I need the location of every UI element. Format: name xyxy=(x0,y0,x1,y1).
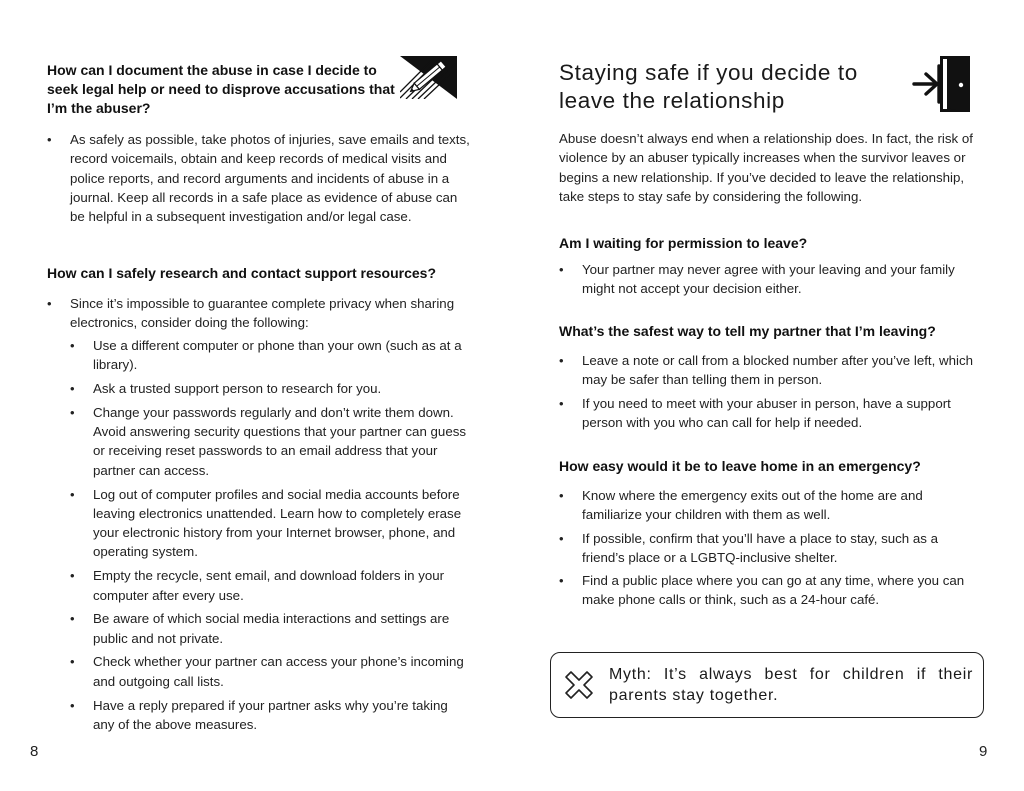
list-item: • Leave a note or call from a blocked number after you’ve left, which may be safer than telling them in person. xyxy=(582,351,982,390)
list-item: • Be aware of which social media interactions and settings are public and not private. xyxy=(93,609,471,648)
list-item: • If possible, confirm that you’ll have a place to stay, such as a friend’s place or a LGBTQ-inclusive shelter. xyxy=(582,529,982,568)
list-item: • Ask a trusted support person to research for you. xyxy=(93,379,471,398)
list-item: • If you need to meet with your abuser in person, have a support person with you who can call for help if needed. xyxy=(582,394,982,433)
right-page xyxy=(512,0,1024,791)
myth-callout xyxy=(550,652,984,718)
exit-door-icon xyxy=(912,52,976,116)
section-title: Staying safe if you decide to leave the relationship xyxy=(559,60,858,113)
question-permission: Am I waiting for permission to leave? xyxy=(559,235,808,251)
list-item: • Find a public place where you can go at any time, where you can make phone calls or think, such as a 24-hour café. xyxy=(582,571,982,610)
list-item: • Have a reply prepared if your partner asks why you’re taking any of the above measures. xyxy=(93,696,471,735)
list-item: • Log out of computer profiles and social media accounts before leaving electronics unattended. Learn how to completely erase your electronic history from your Internet browser, phone, and operating system. xyxy=(93,485,471,562)
question-emergency: How easy would it be to leave home in an emergency? xyxy=(559,458,921,474)
question-document-abuse: How can I document the abuse in case I decide to seek legal help or need to disprove accusations that I’m the abuser? xyxy=(47,62,395,116)
question-research-support: How can I safely research and contact support resources? xyxy=(47,265,437,281)
intro-paragraph: Abuse doesn’t always end when a relationship does. In fact, the risk of violence by an abuser typically increases when the survivor leaves or begins a new relationship. If you’ve decided to leave the relationship, take steps to stay safe by considering the following. xyxy=(559,131,973,204)
myth-text: Myth: It’s always best for children if their parents stay together. xyxy=(609,666,973,704)
bullet-list-research xyxy=(70,294,470,333)
bullet-list-emergency xyxy=(582,486,982,614)
question-tell-partner: What’s the safest way to tell my partner that I’m leaving? xyxy=(559,323,936,339)
list-item: • Since it’s impossible to guarantee complete privacy when sharing electronics, consider doing the following: xyxy=(70,294,470,333)
myth-x-icon xyxy=(563,669,595,701)
list-item: • Use a different computer or phone than your own (such as at a library). xyxy=(93,336,471,375)
bullet-list-permission xyxy=(582,260,982,299)
bullet-list-documentation xyxy=(70,130,470,226)
list-item: • Know where the emergency exits out of the home are and familiarize your children with them as well. xyxy=(582,486,982,525)
list-item: • Your partner may never agree with your leaving and your family might not accept your decision either. xyxy=(582,260,982,299)
list-item: • Change your passwords regularly and don’t write them down. Avoid answering security questions that your partner can guess or receiving reset passwords to an email address that your partner can access. xyxy=(93,403,471,480)
page-number: 9 xyxy=(979,743,988,760)
pencil-writing-icon xyxy=(398,54,458,100)
bullet-list-tell-partner xyxy=(582,351,982,436)
list-item: • Check whether your partner can access your phone’s incoming and outgoing call lists. xyxy=(93,652,471,691)
sub-bullet-list-privacy xyxy=(93,336,471,739)
list-item: • As safely as possible, take photos of injuries, save emails and texts, record voicemails, obtain and keep records of medical visits and police reports, and record arguments and incidents of abuse in a journal. Keep all records in a safe place as evidence of abuse can be helpful in a subsequent investigation and/or legal case. xyxy=(70,130,470,226)
list-item: • Empty the recycle, sent email, and download folders in your computer after every use. xyxy=(93,566,471,605)
page-number: 8 xyxy=(30,743,39,760)
